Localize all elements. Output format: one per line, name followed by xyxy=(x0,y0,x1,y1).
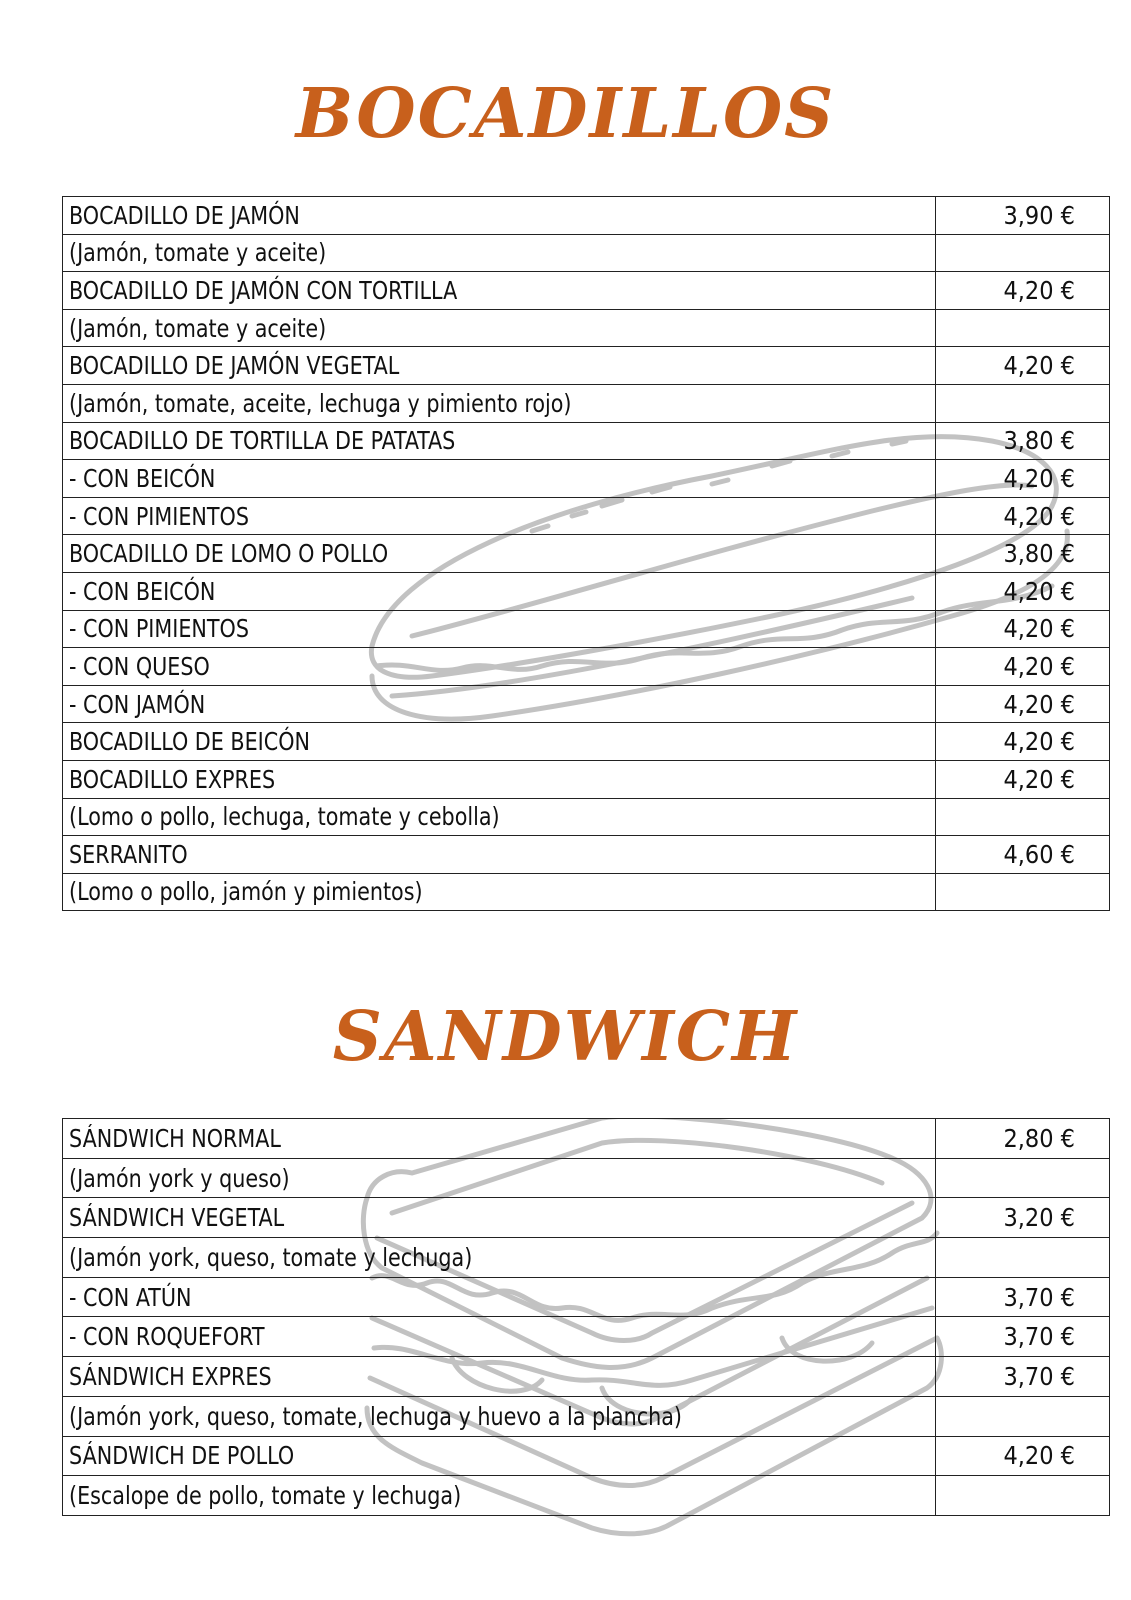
item-description: (Jamón, tomate y aceite) xyxy=(63,234,936,272)
table-row xyxy=(63,347,1110,385)
item-price xyxy=(936,234,1110,272)
item-price: 4,20 € xyxy=(936,610,1110,648)
item-name: BOCADILLO DE JAMÓN xyxy=(63,197,936,235)
item-name: BOCADILLO EXPRES xyxy=(63,760,936,798)
table-row xyxy=(63,535,1110,573)
item-price: 3,80 € xyxy=(936,422,1110,460)
table-row xyxy=(63,460,1110,498)
item-name: BOCADILLO DE TORTILLA DE PATATAS xyxy=(63,422,936,460)
item-price: 4,20 € xyxy=(936,648,1110,686)
item-description: (Jamón york, queso, tomate y lechuga) xyxy=(63,1238,936,1278)
table-row xyxy=(63,1198,1110,1238)
item-price xyxy=(936,1158,1110,1198)
table-row xyxy=(63,610,1110,648)
item-name: BOCADILLO DE BEICÓN xyxy=(63,723,936,761)
item-option: - CON BEICÓN xyxy=(63,460,936,498)
sandwich-menu xyxy=(62,1118,1075,1516)
item-price: 4,20 € xyxy=(936,460,1110,498)
table-row xyxy=(63,685,1110,723)
table-row xyxy=(63,1277,1110,1317)
sandwich-table xyxy=(62,1118,1110,1516)
table-row xyxy=(63,798,1110,836)
table-row xyxy=(63,309,1110,347)
table-row xyxy=(63,1119,1110,1159)
item-price: 4,20 € xyxy=(936,685,1110,723)
table-row xyxy=(63,422,1110,460)
item-price: 4,20 € xyxy=(936,347,1110,385)
table-row xyxy=(63,197,1110,235)
table-row xyxy=(63,272,1110,310)
item-option: - CON ROQUEFORT xyxy=(63,1317,936,1357)
table-row xyxy=(63,1476,1110,1516)
item-name: SÁNDWICH EXPRES xyxy=(63,1357,936,1397)
bocadillos-menu xyxy=(62,196,1075,911)
table-row xyxy=(63,836,1110,874)
table-row xyxy=(63,1158,1110,1198)
item-option: - CON JAMÓN xyxy=(63,685,936,723)
item-price xyxy=(936,309,1110,347)
item-price xyxy=(936,798,1110,836)
item-price: 3,20 € xyxy=(936,1198,1110,1238)
table-row xyxy=(63,1357,1110,1397)
table-row xyxy=(63,234,1110,272)
item-name: SÁNDWICH VEGETAL xyxy=(63,1198,936,1238)
item-price xyxy=(936,1476,1110,1516)
item-description: (Jamón york y queso) xyxy=(63,1158,936,1198)
item-description: (Jamón, tomate, aceite, lechuga y pimiento rojo) xyxy=(63,384,936,422)
table-row xyxy=(63,760,1110,798)
item-option: - CON PIMIENTOS xyxy=(63,497,936,535)
item-name: BOCADILLO DE LOMO O POLLO xyxy=(63,535,936,573)
item-description: (Jamón, tomate y aceite) xyxy=(63,309,936,347)
item-name: BOCADILLO DE JAMÓN CON TORTILLA xyxy=(63,272,936,310)
item-price: 4,20 € xyxy=(936,723,1110,761)
item-option: - CON QUESO xyxy=(63,648,936,686)
item-description: (Escalope de pollo, tomate y lechuga) xyxy=(63,1476,936,1516)
item-price: 4,20 € xyxy=(936,272,1110,310)
table-row xyxy=(63,384,1110,422)
table-row xyxy=(63,648,1110,686)
table-row xyxy=(63,1436,1110,1476)
item-name: SÁNDWICH DE POLLO xyxy=(63,1436,936,1476)
item-price xyxy=(936,873,1110,911)
item-price: 4,20 € xyxy=(936,497,1110,535)
item-price: 4,20 € xyxy=(936,572,1110,610)
table-row xyxy=(63,873,1110,911)
item-name: BOCADILLO DE JAMÓN VEGETAL xyxy=(63,347,936,385)
item-price xyxy=(936,1396,1110,1436)
item-price: 3,80 € xyxy=(936,535,1110,573)
item-price: 2,80 € xyxy=(936,1119,1110,1159)
sandwich-title: SANDWICH xyxy=(332,997,799,1077)
item-price: 4,60 € xyxy=(936,836,1110,874)
table-row xyxy=(63,723,1110,761)
table-row xyxy=(63,572,1110,610)
bocadillos-title: BOCADILLOS xyxy=(295,74,836,154)
item-price: 4,20 € xyxy=(936,760,1110,798)
table-row xyxy=(63,1396,1110,1436)
item-price: 3,70 € xyxy=(936,1277,1110,1317)
table-row xyxy=(63,1238,1110,1278)
item-price xyxy=(936,384,1110,422)
item-name: SERRANITO xyxy=(63,836,936,874)
table-row xyxy=(63,497,1110,535)
item-description: (Jamón york, queso, tomate, lechuga y huevo a la plancha) xyxy=(63,1396,936,1436)
item-option: - CON ATÚN xyxy=(63,1277,936,1317)
table-row xyxy=(63,1317,1110,1357)
item-price: 3,70 € xyxy=(936,1357,1110,1397)
item-description: (Lomo o pollo, jamón y pimientos) xyxy=(63,873,936,911)
item-price: 3,90 € xyxy=(936,197,1110,235)
item-name: SÁNDWICH NORMAL xyxy=(63,1119,936,1159)
item-option: - CON BEICÓN xyxy=(63,572,936,610)
bocadillos-table xyxy=(62,196,1110,911)
item-price: 3,70 € xyxy=(936,1317,1110,1357)
item-price: 4,20 € xyxy=(936,1436,1110,1476)
item-description: (Lomo o pollo, lechuga, tomate y cebolla) xyxy=(63,798,936,836)
item-price xyxy=(936,1238,1110,1278)
item-option: - CON PIMIENTOS xyxy=(63,610,936,648)
